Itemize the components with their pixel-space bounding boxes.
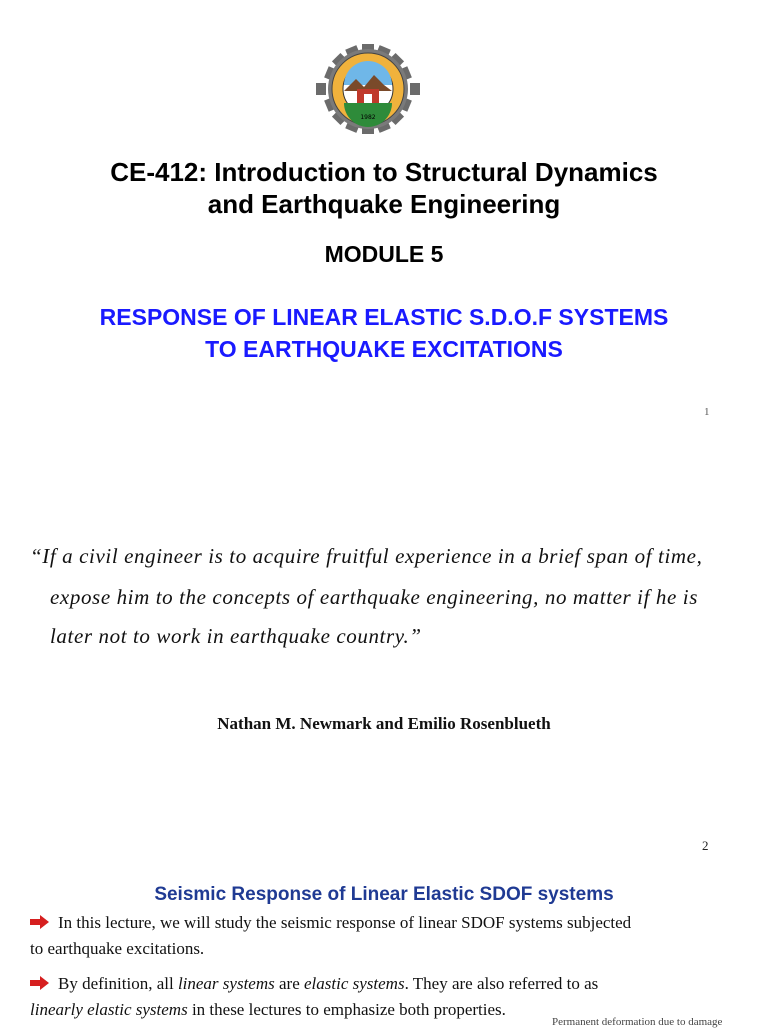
- bullet-2-term-linear-systems: linear systems: [177, 974, 275, 993]
- quote-line2: expose him to the concepts of earthquake engineering, no matter if he is: [50, 585, 698, 609]
- page-number-1: 1: [704, 406, 710, 418]
- bullet-2-text-e: . They are also referred to as: [404, 974, 599, 993]
- bullet-1-line2: to earthquake excitations.: [30, 939, 205, 958]
- bullet-2-text-a: By definition, all: [58, 974, 178, 993]
- bullet-1-line1: In this lecture, we will study the seismic response of linear SDOF systems subjected: [58, 913, 632, 932]
- bullet-2-term-elastic-systems: elastic systems: [304, 974, 405, 993]
- subtitle-line2: TO EARTHQUAKE EXCITATIONS: [205, 336, 563, 362]
- footer-fragment: Permanent deformation due to damage: [552, 1016, 723, 1028]
- red-right-arrow-icon: [30, 976, 50, 990]
- module-label: MODULE 5: [324, 241, 444, 267]
- bullet-2-text-c: are: [274, 974, 304, 993]
- quote-line1: “If a civil engineer is to acquire fruitful experience in a brief span of time,: [30, 544, 703, 568]
- bullet-2-term-linearly-elastic: linearly elastic systems: [30, 1000, 188, 1019]
- quote-authors: Nathan M. Newmark and Emilio Rosenblueth: [217, 714, 551, 733]
- course-title-line1: CE-412: Introduction to Structural Dynamics: [110, 157, 658, 187]
- subtitle-line1: RESPONSE OF LINEAR ELASTIC S.D.O.F SYSTEMS: [99, 304, 669, 330]
- bullet-2-text-g: in these lectures to emphasize both properties.: [187, 1000, 506, 1019]
- red-right-arrow-icon: [30, 915, 50, 929]
- quote-line3: later not to work in earthquake country.”: [50, 624, 422, 648]
- section-heading: Seismic Response of Linear Elastic SDOF systems: [154, 884, 614, 905]
- page-number-2: 2: [702, 838, 709, 853]
- university-logo: [314, 44, 422, 134]
- course-title-line2: and Earthquake Engineering: [207, 189, 561, 219]
- logo-year: 1982: [360, 114, 376, 121]
- bullet-item-1: [30, 910, 730, 962]
